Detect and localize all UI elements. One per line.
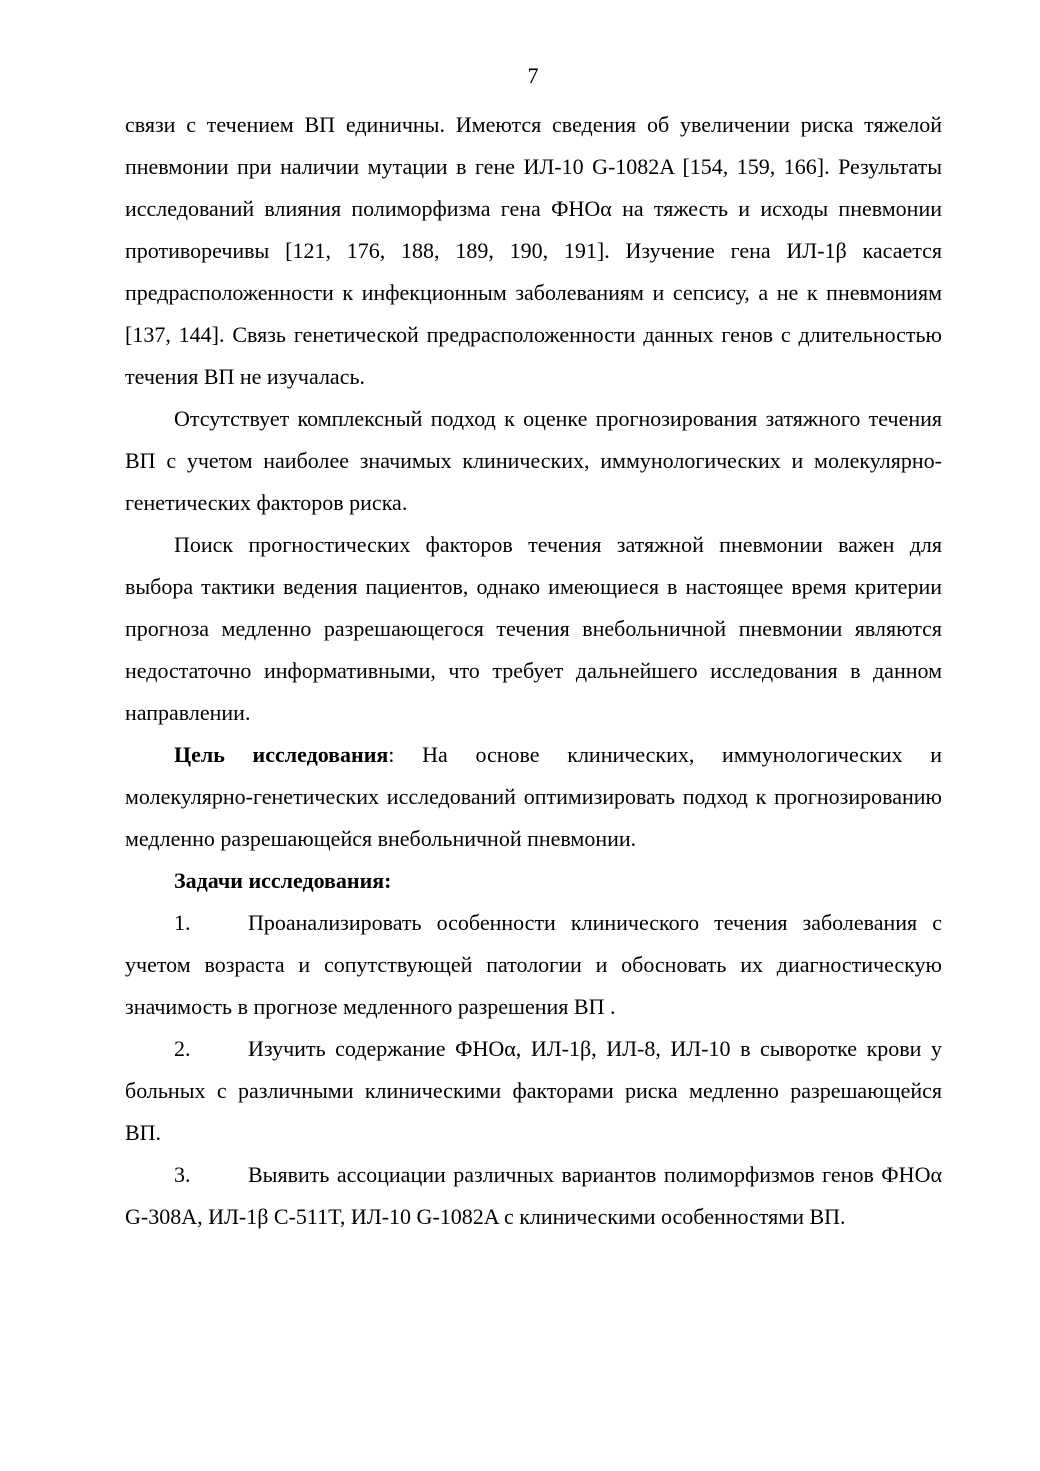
task-number: 1.	[174, 910, 191, 935]
task-text: Проанализировать особенности клинического течения заболевания с учетом возраста и сопутствующей патологии и обосновать их диагностическую значимость в прогнозе медленного разрешения ВП .	[125, 910, 942, 1019]
task-number: 3.	[174, 1162, 191, 1187]
tasks-heading: Задачи исследования:	[174, 868, 392, 893]
paragraph-prognostic-factors: Поиск прогностических факторов течения затяжной пневмонии важен для выбора тактики ведения пациентов, однако имеющиеся в настоящее время критерии прогноза медленно разрешающегося течения внебольничной пневмонии являются недостаточно информативными, что требует дальнейшего исследования в данном направлении.	[125, 532, 942, 725]
task-text: Изучить содержание ФНОα, ИЛ-1β, ИЛ-8, ИЛ-10 в сыворотке крови у больных с различными клиническими факторами риска медленно разрешающейся ВП.	[125, 1036, 942, 1145]
paragraph-genetic-studies: связи с течением ВП единичны. Имеются сведения об увеличении риска тяжелой пневмонии при наличии мутации в гене ИЛ-10 G-1082A [154, 159, 166]. Результаты исследований влияния полиморфизма гена ФНОα на тяжесть и исходы пневмонии противоречивы [121, 176, 188, 189, 190, 191]. Изучение гена ИЛ-1β касается предрасположенности к инфекционным заболеваниям и сепсису, а не к пневмониям [137, 144]. Связь генетической предрасположенности данных генов с длительностью течения ВП не изучалась.	[125, 112, 942, 389]
task-item	[125, 902, 942, 1028]
paragraph-complex-approach: Отсутствует комплексный подход к оценке прогнозирования затяжного течения ВП с учетом наиболее значимых клинических, иммунологических и молекулярно-генетических факторов риска.	[125, 406, 942, 515]
paragraph-aim	[125, 734, 942, 860]
task-text: Выявить ассоциации различных вариантов полиморфизмов генов ФНОα G-308A, ИЛ-1β C-511T, ИЛ-10 G-1082A с клиническими особенностями ВП.	[125, 1162, 942, 1229]
task-item	[125, 1028, 942, 1154]
page-number: 7	[527, 63, 539, 88]
aim-text: : На основе клинических, иммунологических и молекулярно-генетических исследований оптимизировать подход к прогнозированию медленно разрешающейся внебольничной пневмонии.	[125, 742, 943, 851]
task-item	[125, 1154, 942, 1238]
task-number: 2.	[174, 1036, 191, 1061]
aim-label: Цель исследования	[174, 742, 389, 767]
document-body	[125, 104, 942, 1238]
